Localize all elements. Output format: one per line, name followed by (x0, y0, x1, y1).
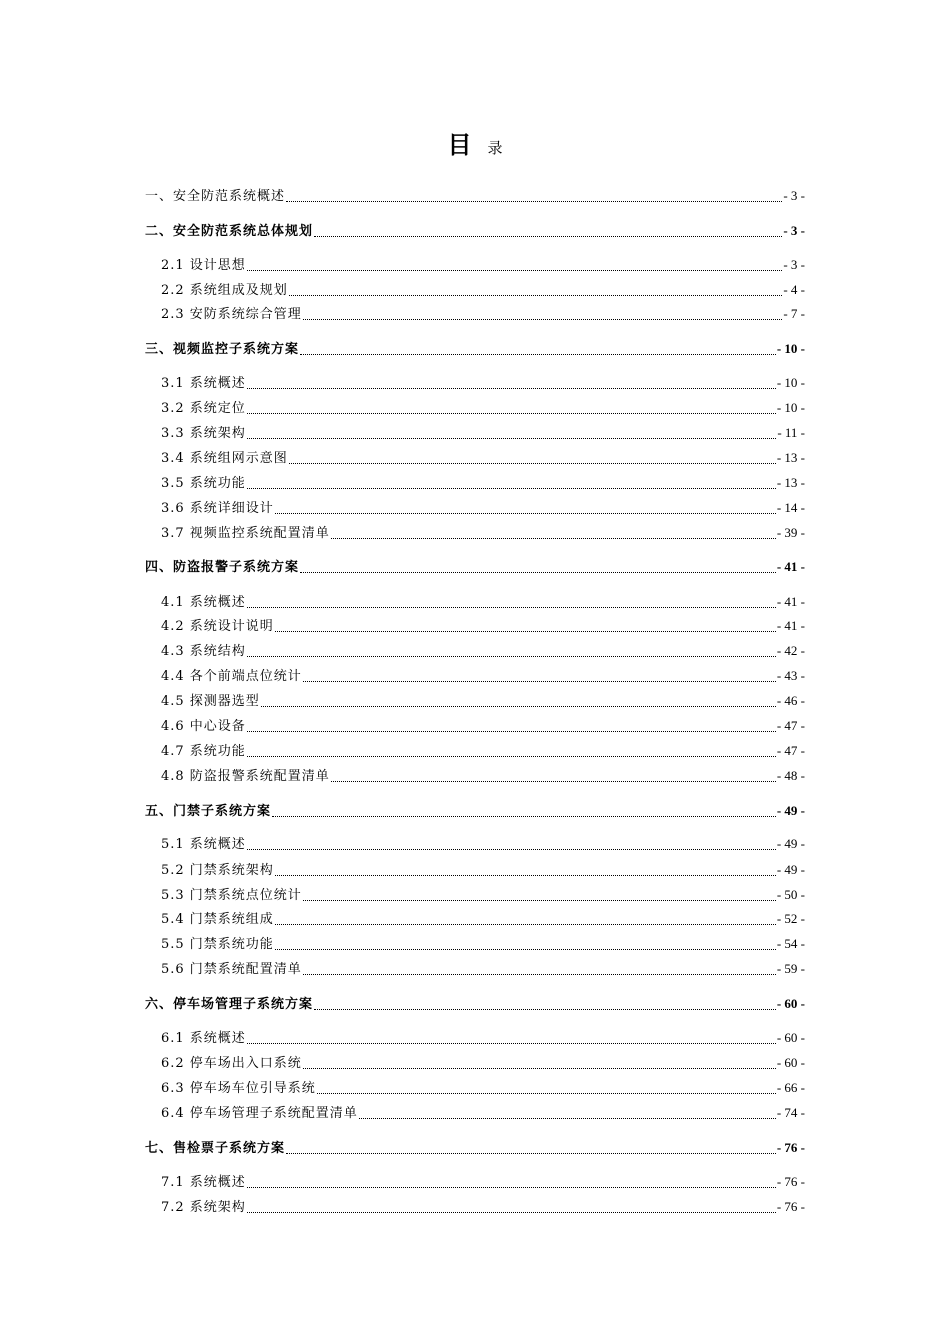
toc-section-entry[interactable] (161, 424, 805, 442)
toc-title-sub: 录 (487, 139, 503, 157)
toc-section-entry[interactable] (161, 449, 805, 467)
toc-dot-leader (247, 438, 777, 439)
toc-section-entry[interactable] (161, 960, 805, 978)
toc-dot-leader (303, 319, 783, 320)
toc-dot-leader (247, 413, 776, 414)
toc-dot-leader (247, 488, 776, 489)
toc-dot-leader (359, 1118, 776, 1119)
toc-page-number: - 4 - (783, 282, 805, 297)
toc-dot-leader (303, 974, 776, 975)
toc-section-entry[interactable] (161, 1054, 805, 1072)
toc-entry-title: 三、视频监控子系统方案 (145, 342, 300, 357)
toc-dot-leader (247, 731, 776, 732)
toc-page-number: - 74 - (776, 1105, 805, 1120)
toc-section-entry[interactable] (161, 1173, 805, 1191)
toc-page-number: - 7 - (783, 306, 805, 321)
toc-page-number: - 10 - (776, 375, 805, 390)
toc-section-entry[interactable] (161, 256, 805, 274)
toc-page-number: - 49 - (776, 862, 805, 877)
toc-page-number: - 14 - (776, 500, 805, 515)
toc-dot-leader (275, 631, 776, 632)
toc-page-number: - 47 - (776, 718, 805, 733)
toc-entry-title: 四、防盗报警子系统方案 (145, 560, 300, 575)
toc-dot-leader (331, 781, 776, 782)
toc-entry-title: 4.4 各个前端点位统计 (161, 669, 302, 684)
toc-page-number: - 49 - (776, 803, 805, 818)
toc-title-main: 目 (447, 130, 472, 159)
toc-dot-leader (247, 1212, 776, 1213)
toc-dot-leader (275, 924, 776, 925)
toc-dot-leader (317, 1093, 776, 1094)
toc-dot-leader (286, 201, 782, 202)
toc-section-entry[interactable] (161, 593, 805, 611)
toc-chapter-entry[interactable] (145, 558, 805, 576)
toc-page-number: - 76 - (776, 1199, 805, 1214)
toc-page-number: - 60 - (776, 1055, 805, 1070)
toc-entry-title: 6.2 停车场出入口系统 (161, 1056, 302, 1071)
toc-section-entry[interactable] (161, 935, 805, 953)
toc-page-number: - 3 - (783, 188, 805, 203)
toc-entry-title: 4.8 防盗报警系统配置清单 (161, 769, 330, 784)
toc-chapter-entry[interactable] (145, 1139, 805, 1157)
toc-entry-title: 5.6 门禁系统配置清单 (161, 962, 302, 977)
toc-dot-leader (272, 816, 776, 817)
toc-dot-leader (247, 756, 776, 757)
toc-page-number: - 47 - (776, 743, 805, 758)
toc-dot-leader (289, 463, 776, 464)
toc-section-entry[interactable] (161, 305, 805, 323)
toc-dot-leader (303, 900, 776, 901)
toc-page-number: - 41 - (776, 618, 805, 633)
toc-section-entry[interactable] (161, 1104, 805, 1122)
toc-section-entry[interactable] (161, 1079, 805, 1097)
toc-dot-leader (247, 656, 776, 657)
toc-page-number: - 54 - (776, 936, 805, 951)
toc-section-entry[interactable] (161, 835, 805, 853)
toc-entry-title: 7.2 系统架构 (161, 1200, 246, 1215)
toc-section-entry[interactable] (161, 1029, 805, 1047)
toc-dot-leader (247, 1187, 776, 1188)
toc-entry-title: 4.6 中心设备 (161, 719, 246, 734)
toc-page-number: - 10 - (776, 341, 805, 356)
toc-dot-leader (300, 572, 776, 573)
toc-page-number: - 11 - (777, 425, 805, 440)
toc-page-number: - 43 - (776, 668, 805, 683)
toc-dot-leader (247, 1043, 776, 1044)
toc-section-entry[interactable] (161, 717, 805, 735)
toc-dot-leader (331, 538, 776, 539)
toc-page-number: - 10 - (776, 400, 805, 415)
toc-page-number: - 76 - (776, 1174, 805, 1189)
toc-entry-title: 4.2 系统设计说明 (161, 619, 274, 634)
toc-page-number: - 13 - (776, 475, 805, 490)
toc-page-number: - 60 - (776, 1030, 805, 1045)
toc-entry-title: 4.3 系统结构 (161, 644, 246, 659)
toc-entry-title: 六、停车场管理子系统方案 (145, 997, 314, 1012)
toc-entry-title: 4.5 探测器选型 (161, 694, 260, 709)
toc-page-number: - 76 - (776, 1140, 805, 1155)
toc-entry-title: 3.5 系统功能 (161, 476, 246, 491)
toc-page-number: - 42 - (776, 643, 805, 658)
toc-page-number: - 59 - (776, 961, 805, 976)
toc-entry-title: 4.1 系统概述 (161, 595, 246, 610)
toc-entry-title: 6.3 停车场车位引导系统 (161, 1081, 316, 1096)
toc-section-entry[interactable] (161, 886, 805, 904)
toc-section-entry[interactable] (161, 281, 805, 299)
toc-page-number: - 46 - (776, 693, 805, 708)
toc-section-entry[interactable] (161, 667, 805, 685)
toc-entry-title: 3.3 系统架构 (161, 426, 246, 441)
toc-entry-title: 4.7 系统功能 (161, 744, 246, 759)
toc-section-entry[interactable] (161, 767, 805, 785)
toc-section-entry[interactable] (161, 742, 805, 760)
toc-page-number: - 39 - (776, 525, 805, 540)
toc-section-entry[interactable] (161, 861, 805, 879)
toc-entry-title: 五、门禁子系统方案 (145, 804, 272, 819)
toc-section-entry[interactable] (161, 1198, 805, 1216)
toc-section-entry[interactable] (161, 910, 805, 928)
toc-dot-leader (314, 236, 782, 237)
toc-entry-title: 一、安全防范系统概述 (145, 189, 286, 204)
toc-page-number: - 49 - (776, 836, 805, 851)
toc-chapter-entry[interactable] (145, 340, 805, 358)
toc-section-entry[interactable] (161, 524, 805, 542)
toc-dot-leader (300, 354, 776, 355)
toc-entry-title: 5.3 门禁系统点位统计 (161, 888, 302, 903)
toc-dot-leader (247, 388, 776, 389)
toc-dot-leader (314, 1009, 776, 1010)
toc-entry-title: 2.3 安防系统综合管理 (161, 307, 302, 322)
toc-entry-title: 5.1 系统概述 (161, 837, 246, 852)
toc-entry-title: 3.4 系统组网示意图 (161, 451, 288, 466)
toc-dot-leader (261, 706, 776, 707)
toc-entry-title: 5.2 门禁系统架构 (161, 863, 274, 878)
toc-entry-title: 二、安全防范系统总体规划 (145, 224, 314, 239)
toc-page-number: - 50 - (776, 887, 805, 902)
toc-page-number: - 13 - (776, 450, 805, 465)
toc-entry-title: 2.2 系统组成及规划 (161, 283, 288, 298)
toc-entry-title: 2.1 设计思想 (161, 258, 246, 273)
toc-chapter-entry[interactable] (145, 802, 805, 820)
toc-entry-title: 3.7 视频监控系统配置清单 (161, 526, 330, 541)
toc-chapter-entry[interactable] (145, 222, 805, 240)
toc-page-number: - 3 - (783, 223, 805, 238)
toc-section-entry[interactable] (161, 499, 805, 517)
toc-section-entry[interactable] (161, 642, 805, 660)
toc-entry-title: 七、售检票子系统方案 (145, 1141, 286, 1156)
toc-entry-title: 5.4 门禁系统组成 (161, 912, 274, 927)
toc-dot-leader (303, 681, 776, 682)
toc-entry-title: 5.5 门禁系统功能 (161, 937, 274, 952)
toc-dot-leader (247, 607, 776, 608)
toc-page-number: - 66 - (776, 1080, 805, 1095)
toc-entry-title: 3.1 系统概述 (161, 376, 246, 391)
toc-page-number: - 48 - (776, 768, 805, 783)
toc-dot-leader (286, 1153, 776, 1154)
toc-page-number: - 41 - (776, 594, 805, 609)
toc-chapter-entry[interactable] (145, 187, 805, 205)
toc-entry-title: 6.4 停车场管理子系统配置清单 (161, 1106, 358, 1121)
toc-page-number: - 41 - (776, 559, 805, 574)
toc-dot-leader (247, 270, 783, 271)
toc-page-number: - 52 - (776, 911, 805, 926)
toc-section-entry[interactable] (161, 692, 805, 710)
toc-dot-leader (275, 949, 776, 950)
toc-page-number: - 3 - (783, 257, 805, 272)
toc-section-entry[interactable] (161, 474, 805, 492)
toc-dot-leader (303, 1068, 776, 1069)
toc-dot-leader (275, 875, 776, 876)
toc-section-entry[interactable] (161, 374, 805, 392)
toc-dot-leader (289, 295, 783, 296)
toc-dot-leader (275, 513, 776, 514)
toc-entry-title: 3.2 系统定位 (161, 401, 246, 416)
toc-entry-title: 3.6 系统详细设计 (161, 501, 274, 516)
toc-dot-leader (247, 849, 776, 850)
toc-section-entry[interactable] (161, 399, 805, 417)
toc-entry-title: 6.1 系统概述 (161, 1031, 246, 1046)
toc-chapter-entry[interactable] (145, 995, 805, 1013)
toc-page-number: - 60 - (776, 996, 805, 1011)
toc-section-entry[interactable] (161, 617, 805, 635)
toc-entry-title: 7.1 系统概述 (161, 1175, 246, 1190)
